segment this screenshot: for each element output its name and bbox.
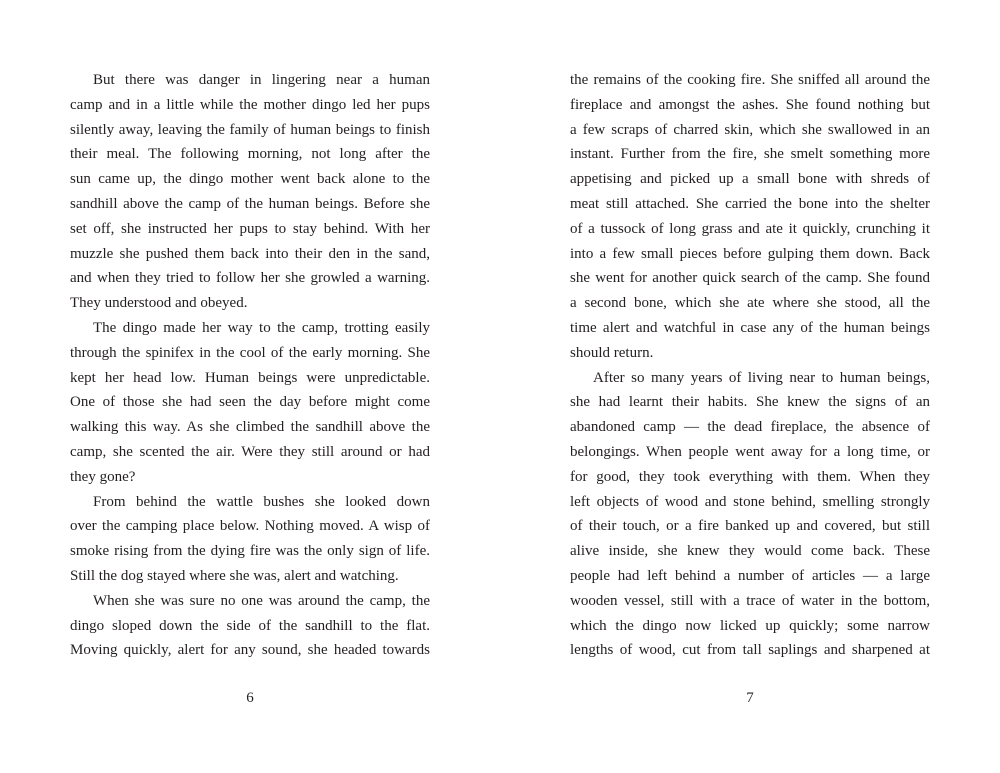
page-number: 7 [746,690,754,706]
text-line: for good, they took everything with them. When they [570,468,930,485]
text-line: belongings. When people went away for a long time, or [570,443,930,460]
text-line: camp and in a little while the mother dingo led her pups [70,96,430,113]
text-line: a few scraps of charred skin, which she swallowed in an [570,121,930,138]
text-line: which the dingo now licked up quickly; some narrow [570,617,930,634]
text-line: she went for another quick search of the camp. She found [570,270,930,287]
text-line: alive inside, she knew they would come back. These [570,543,930,560]
text-line: One of those she had seen the day before might come [70,394,430,411]
text-line: Still the dog stayed where she was, alert and watching. [70,567,399,584]
text-line: kept her head low. Human beings were unpredictable. [70,369,430,386]
text-line: Moving quickly, alert for any sound, she headed towards [70,642,430,659]
text-line: When she was sure no one was around the camp, the [93,592,430,609]
text-line: and when they tried to follow her she growled a warning. [70,270,430,287]
text-line: over the camping place below. Nothing moved. A wisp of [70,518,430,535]
right-page-text [570,68,930,663]
text-line: The dingo made her way to the camp, trotting easily [93,319,430,336]
text-line: fireplace and amongst the ashes. She found nothing but [570,96,930,113]
text-line: time alert and watchful in case any of the human beings [570,319,930,336]
text-line: meat still attached. She carried the bone into the shelter [570,195,930,212]
text-line: abandoned camp — the dead fireplace, the absence of [570,419,930,436]
text-line: sandhill above the camp of the human beings. Before she [70,195,430,212]
text-line: of their touch, or a fire banked up and covered, but still [570,518,930,535]
text-line: smoke rising from the dying fire was the only sign of life. [70,543,430,560]
text-line: camp, she scented the air. Were they still around or had [70,443,430,460]
text-line: of a tussock of long grass and ate it quickly, crunching it [570,220,930,237]
text-line: through the spinifex in the cool of the early morning. She [70,344,430,361]
text-line: They understood and obeyed. [70,295,248,312]
text-line: lengths of wood, cut from tall saplings and sharpened at [570,642,930,659]
text-line: walking this way. As she climbed the sandhill above the [70,419,430,436]
left-page-text [70,68,430,663]
text-line: a second bone, which she ate where she stood, all the [570,295,930,312]
text-line: But there was danger in lingering near a human [93,72,430,88]
text-line: their meal. The following morning, not long after the [70,146,430,163]
text-line: left objects of wood and stone behind, smelling strongly [570,493,930,510]
text-line: into a few small pieces before gulping them down. Back [570,245,930,262]
text-line: set off, she instructed her pups to stay behind. With her [70,220,430,237]
text-line: appetising and picked up a small bone with shreds of [570,171,930,188]
text-line: should return. [570,344,654,361]
text-line: After so many years of living near to human beings, [593,369,930,386]
text-line: people had left behind a number of articles — a large [570,567,930,584]
text-line: sun came up, the dingo mother went back alone to the [70,171,430,188]
text-line: dingo sloped down the side of the sandhill to the flat. [70,617,430,634]
text-line: silently away, leaving the family of human beings to finish [70,121,430,138]
text-line: they gone? [70,468,136,485]
text-line: she had learnt their habits. She knew the signs of an [570,394,930,411]
text-line: the remains of the cooking fire. She sniffed all around the [570,72,930,88]
right-page [500,0,1000,773]
page-number: 6 [246,690,254,706]
text-line: wooden vessel, still with a trace of water in the bottom, [570,592,930,609]
text-line: instant. Further from the fire, she smelt something more [570,146,930,163]
text-line: From behind the wattle bushes she looked down [93,493,430,510]
text-line: muzzle she pushed them back into their den in the sand, [70,245,430,262]
